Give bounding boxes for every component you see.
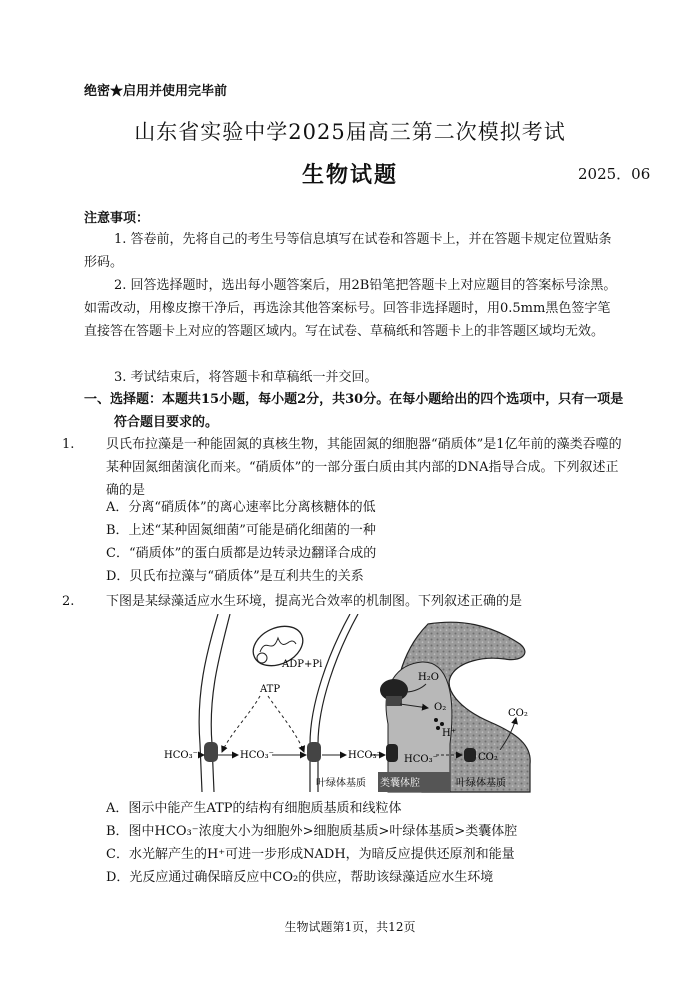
q2-option-b: B．图中HCO₃⁻浓度大小为细胞外>细胞质基质>叶绿体基质>类囊体腔 (106, 824, 518, 839)
atp-arrow-left (222, 696, 260, 752)
q1-option-c: C．“硝质体”的蛋白质都是边转录边翻译合成的 (106, 546, 377, 561)
label-hco3-lumen: HCO₃⁻ (404, 754, 438, 765)
thylakoid-transporter-icon (386, 744, 398, 762)
cell-membrane-inner (199, 614, 218, 792)
label-hco3-outside: HCO₃⁻ (164, 750, 198, 761)
label-stroma-right: 叶绿体基质 (456, 778, 506, 789)
exam-title: 山东省实验中学2025届高三第二次模拟考试 (134, 120, 566, 144)
atp-synthase-icon (257, 653, 267, 663)
q1-option-a: A．分离“硝质体”的离心速率比分离核糖体的低 (106, 500, 376, 515)
q2-option-c: C．水光解产生的H⁺可进一步形成NADH，为暗反应提供还原剂和能量 (106, 847, 515, 862)
chloroplast-envelope-inner (318, 614, 358, 792)
q2-option-d: D．光反应通过确保暗反应中CO₂的供应，帮助该绿藻适应水生环境 (106, 870, 494, 885)
confidential-label: 绝密★启用并使用完毕前 (84, 84, 228, 99)
label-h2o: H₂O (418, 672, 439, 683)
q2-option-a: A．图示中能产生ATP的结构有细胞质基质和线粒体 (106, 801, 402, 816)
label-co2-top: CO₂ (508, 708, 528, 719)
q1-option-b: B．上述“某种固氮细菌”可能是硝化细菌的一种 (106, 523, 376, 538)
label-o2: O₂ (434, 702, 447, 713)
question-stem: 下图是某绿藻适应水生环境，提高光合效率的机制图。下列叙述正确的是 (106, 594, 523, 609)
notice-item-1: 1. 答卷前，先将自己的考生号等信息填写在试卷和答题卡上，并在答题卡规定位置贴条形码。 (84, 232, 612, 270)
q1-option-d: D．贝氏布拉藻与“硝质体”是互利共生的关系 (106, 569, 364, 584)
cell-membrane (211, 614, 230, 792)
subject-title: 生物试题 (301, 162, 398, 188)
photosynthesis-mechanism-figure (160, 614, 540, 794)
exam-date: 2025．06 (578, 165, 651, 183)
transporter-icon (307, 742, 321, 762)
label-adp-pi: ADP+Pi (282, 659, 323, 670)
question-stem: 贝氏布拉藻是一种能固氮的真核生物，其能固氮的细胞器“硝质体”是1亿年前的藻类吞噬的某种固氮细菌演化而来。“硝质体”的一部分蛋白质由其内部的DNA指导合成。下列叙述正确的是 (106, 437, 622, 498)
carbonic-anhydrase-icon (464, 748, 476, 762)
notice-item-3: 3. 考试结束后，将答题卡和草稿纸一并交回。 (114, 370, 378, 385)
question-number: 1. (62, 437, 75, 452)
label-co2-bottom: CO₂ (478, 752, 498, 763)
label-hco3-cytoplasm: HCO₃⁻ (240, 750, 274, 761)
question-number: 2. (62, 594, 75, 609)
label-lumen: 类囊体腔 (380, 778, 420, 789)
section-heading: 一、选择题：本题共15小题，每小题2分，共30分。在每小题给出的四个选项中，只有一项是符合题目要求的。 (84, 392, 624, 430)
question-2 (62, 590, 624, 613)
transporter-icon (204, 742, 218, 762)
atp-arrow-right (268, 696, 304, 752)
label-h-plus: H⁺ (442, 728, 456, 739)
page-footer: 生物试题第1页，共12页 (284, 920, 416, 934)
label-stroma-left: 叶绿体基质 (316, 778, 366, 789)
notice-item-2: 2. 回答选择题时，选出每小题答案后，用2B铅笔把答题卡上对应题目的答案标号涂黑。如需改动，用橡皮擦干净后，再选涂其他答案标号。回答非选择题时，用0.5mm黑色签字笔直接答在答题卡上对应的答题区域内。写在试卷、草稿纸和答题卡上的非答题区域均无效。 (84, 278, 617, 339)
label-atp: ATP (260, 684, 281, 695)
label-hco3-stroma: HCO₃⁻ (348, 750, 382, 761)
notice-heading: 注意事项： (84, 211, 150, 226)
question-1 (62, 433, 624, 502)
